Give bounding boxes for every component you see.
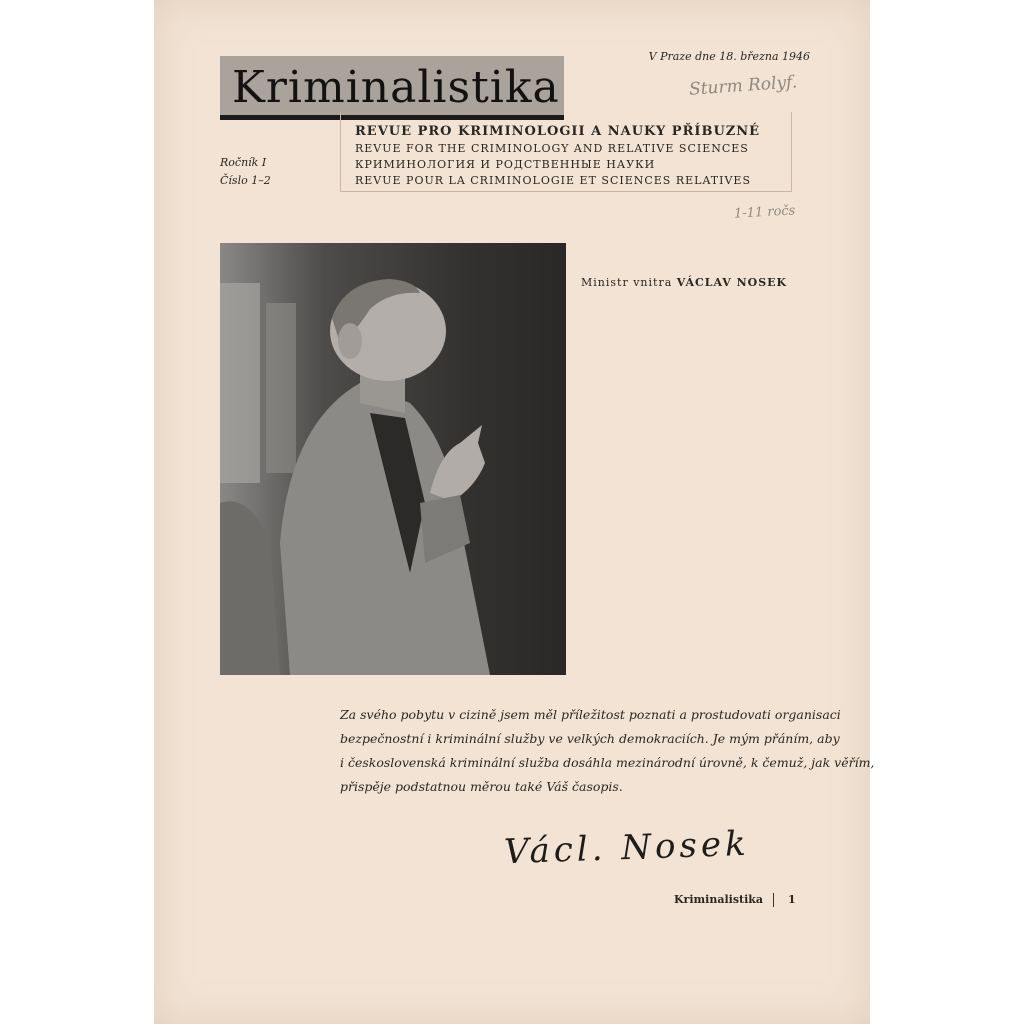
quote-line: přispěje podstatnou měrou také Váš časopis.	[340, 779, 623, 794]
subtitle-russian: КРИМИНОЛОГИЯ И РОДСТВЕННЫЕ НАУКИ	[355, 158, 656, 171]
portrait-photo	[220, 243, 566, 675]
caption-title: Ministr vnitra	[581, 276, 673, 289]
caption-name: VÁCLAV NOSEK	[676, 276, 788, 289]
quote-block	[340, 703, 875, 799]
volume-number: Ročník I	[220, 156, 267, 169]
document-page	[154, 0, 875, 1024]
signature: Václ. Nosek	[503, 823, 751, 873]
photo-caption	[581, 276, 787, 289]
footer-journal: Kriminalistika	[674, 893, 764, 906]
subtitle-box	[340, 112, 792, 192]
subtitle-french: REVUE POUR LA CRIMINOLOGIE ET SCIENCES RELATIVES	[355, 174, 751, 187]
portrait-figure	[220, 243, 566, 675]
page-footer	[674, 893, 796, 907]
page-number: 1	[788, 893, 796, 906]
subtitle-english: REVUE FOR THE CRIMINOLOGY AND RELATIVE SCIENCES	[355, 142, 749, 155]
footer-separator	[773, 893, 774, 907]
quote-line: bezpečnostní i kriminální služby ve velkých demokraciích. Je mým přáním, aby	[340, 731, 840, 746]
journal-title: Kriminalistika	[232, 62, 560, 113]
subtitle-czech: REVUE PRO KRIMINOLOGII A NAUKY PŘÍBUZNÉ	[355, 124, 761, 139]
issue-number: Číslo 1–2	[220, 174, 271, 187]
quote-line: Za svého pobytu v cizině jsem měl příležitost poznati a prostudovati organisaci	[340, 707, 841, 722]
handwritten-note: Sturm Rolyf.	[688, 72, 798, 100]
pencil-note: 1-11 ročs	[733, 203, 796, 222]
volume-info	[220, 154, 271, 190]
masthead	[220, 56, 564, 120]
date-line: V Praze dne 18. března 1946	[648, 50, 810, 63]
quote-line: i československá kriminální služba dosáhla mezinárodní úrovně, k čemuž, jak věřím,	[340, 755, 875, 770]
